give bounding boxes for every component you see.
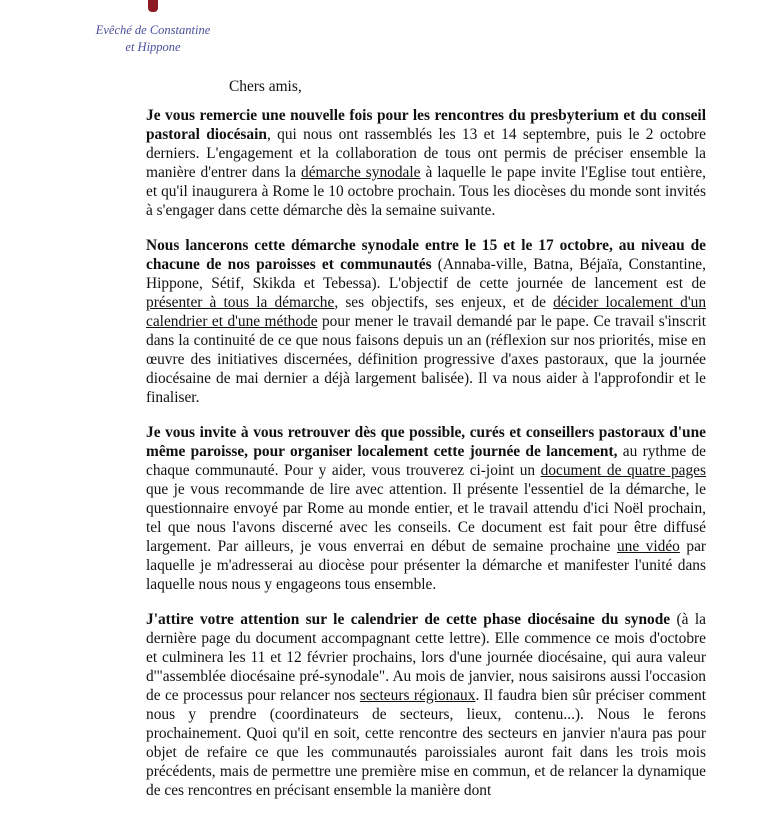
letterhead xyxy=(92,22,214,56)
paragraph-1-bold: Je vous remercie une nouvelle fois pour les rencontres du presbyterium et du conseil pastoral diocésain xyxy=(146,107,706,143)
letterhead-line1: Evêché de Constantine xyxy=(95,23,211,37)
paragraph-3-text-3: par laquelle je m'adresserai au diocèse pour présenter la démarche et manifester l'unité dans laquelle nous nous y engageons tous ensemble. xyxy=(146,538,707,593)
paragraph-2 xyxy=(146,236,706,407)
paragraph-1 xyxy=(146,106,706,220)
paragraph-4 xyxy=(146,610,706,800)
paragraph-2-text: (Annaba-ville, Batna, Béjaïa, Constantine, Hippone, Sétif, Skikda et Tebessa). L'objectif de cette journée de lancement est de xyxy=(146,256,706,292)
paragraph-4-bold: J'attire votre attention sur le calendrier de cette phase diocésaine du synode xyxy=(146,611,671,628)
paragraph-3-text-2: que je vous recommande de lire avec attention. Il présente l'essentiel de la démarche, le questionnaire envoyé par Rome au monde entier, et le travail attendu d'ici Noël prochain, tel que nous l'avons discerné avec les conseils. Ce document est fait pour être diffusé largement. Par ailleurs, je vous enverrai en début de semaine prochaine xyxy=(146,481,706,555)
letter-body xyxy=(146,106,706,816)
paragraph-4-text-2: . Il faudra bien sûr préciser comment nous y prendre (coordinateurs de secteurs, lieux, contenu...). Nous le ferons prochainement. Quoi qu'il en soit, cette rencontre des secteurs en janvier n'aura pas pour objet de refaire ce que les communautés paroissiales auront fait dans les trois mois précédents, mais de permettre une première mise en commun, et de relancer la dynamique de ces rencontres en précisant ensemble la manière dont xyxy=(146,687,706,799)
paragraph-2-text-3: pour mener le travail demandé par le pape. Ce travail s'inscrit dans la continuité de ce que nous faisons depuis un an (réflexion sur nos priorités, mise en œuvre des initiatives discernées, définition progressive d'axes pastoraux, que la journée diocésaine de mai dernier a déjà largement balisée). Il va nous aider à l'approfondir et le finaliser. xyxy=(146,313,706,406)
paragraph-3-bold: Je vous invite à vous retrouver dès que possible, curés et conseillers pastoraux d'une même paroisse, pour organiser localement cette journée de lancement, xyxy=(146,424,706,460)
paragraph-2-text-2: , ses objectifs, ses enjeux, et de xyxy=(334,294,554,311)
logo-mark xyxy=(148,0,158,12)
paragraph-1-text-2: à laquelle le pape invite l'Eglise tout entière, et qu'il inaugurera à Rome le 10 octobre prochain. Tous les diocèses du monde sont invités à s'engager dans cette démarche dès la semaine suivante. xyxy=(146,164,706,219)
underline-document: document de quatre pages xyxy=(540,462,706,479)
paragraph-3-text: au rythme de chaque communauté. Pour y aider, vous trouverez ci-joint un xyxy=(146,443,706,479)
underline-presenter: présenter à tous la démarche xyxy=(146,294,335,311)
underline-video: une vidéo xyxy=(616,538,680,555)
paragraph-3 xyxy=(146,423,706,594)
greeting: Chers amis, xyxy=(229,78,302,95)
paragraph-4-text: (à la dernière page du document accompagnant cette lettre). Elle commence ce mois d'octobre et culminera les 11 et 12 février prochains, lors d'une journée diocésaine, qui aura valeur d'"assemblée diocésaine pré-synodale". Au mois de janvier, nous saisirons aussi l'occasion de ce processus pour relancer nos xyxy=(146,611,706,704)
letterhead-line2: et Hippone xyxy=(125,40,181,54)
paragraph-1-text: , qui nous ont rassemblés les 13 et 14 septembre, puis le 2 octobre derniers. L'engagement et la collaboration de tous ont permis de préciser ensemble la manière d'entrer dans la xyxy=(146,126,706,181)
underline-secteurs: secteurs régionaux xyxy=(359,687,476,704)
underline-decider: décider localement d'un calendrier et d'une méthode xyxy=(146,294,707,330)
paragraph-2-bold: Nous lancerons cette démarche synodale entre le 15 et le 17 octobre, au niveau de chacune de nos paroisses et communautés xyxy=(146,237,706,273)
link-demarche-synodale: démarche synodale xyxy=(301,164,421,181)
